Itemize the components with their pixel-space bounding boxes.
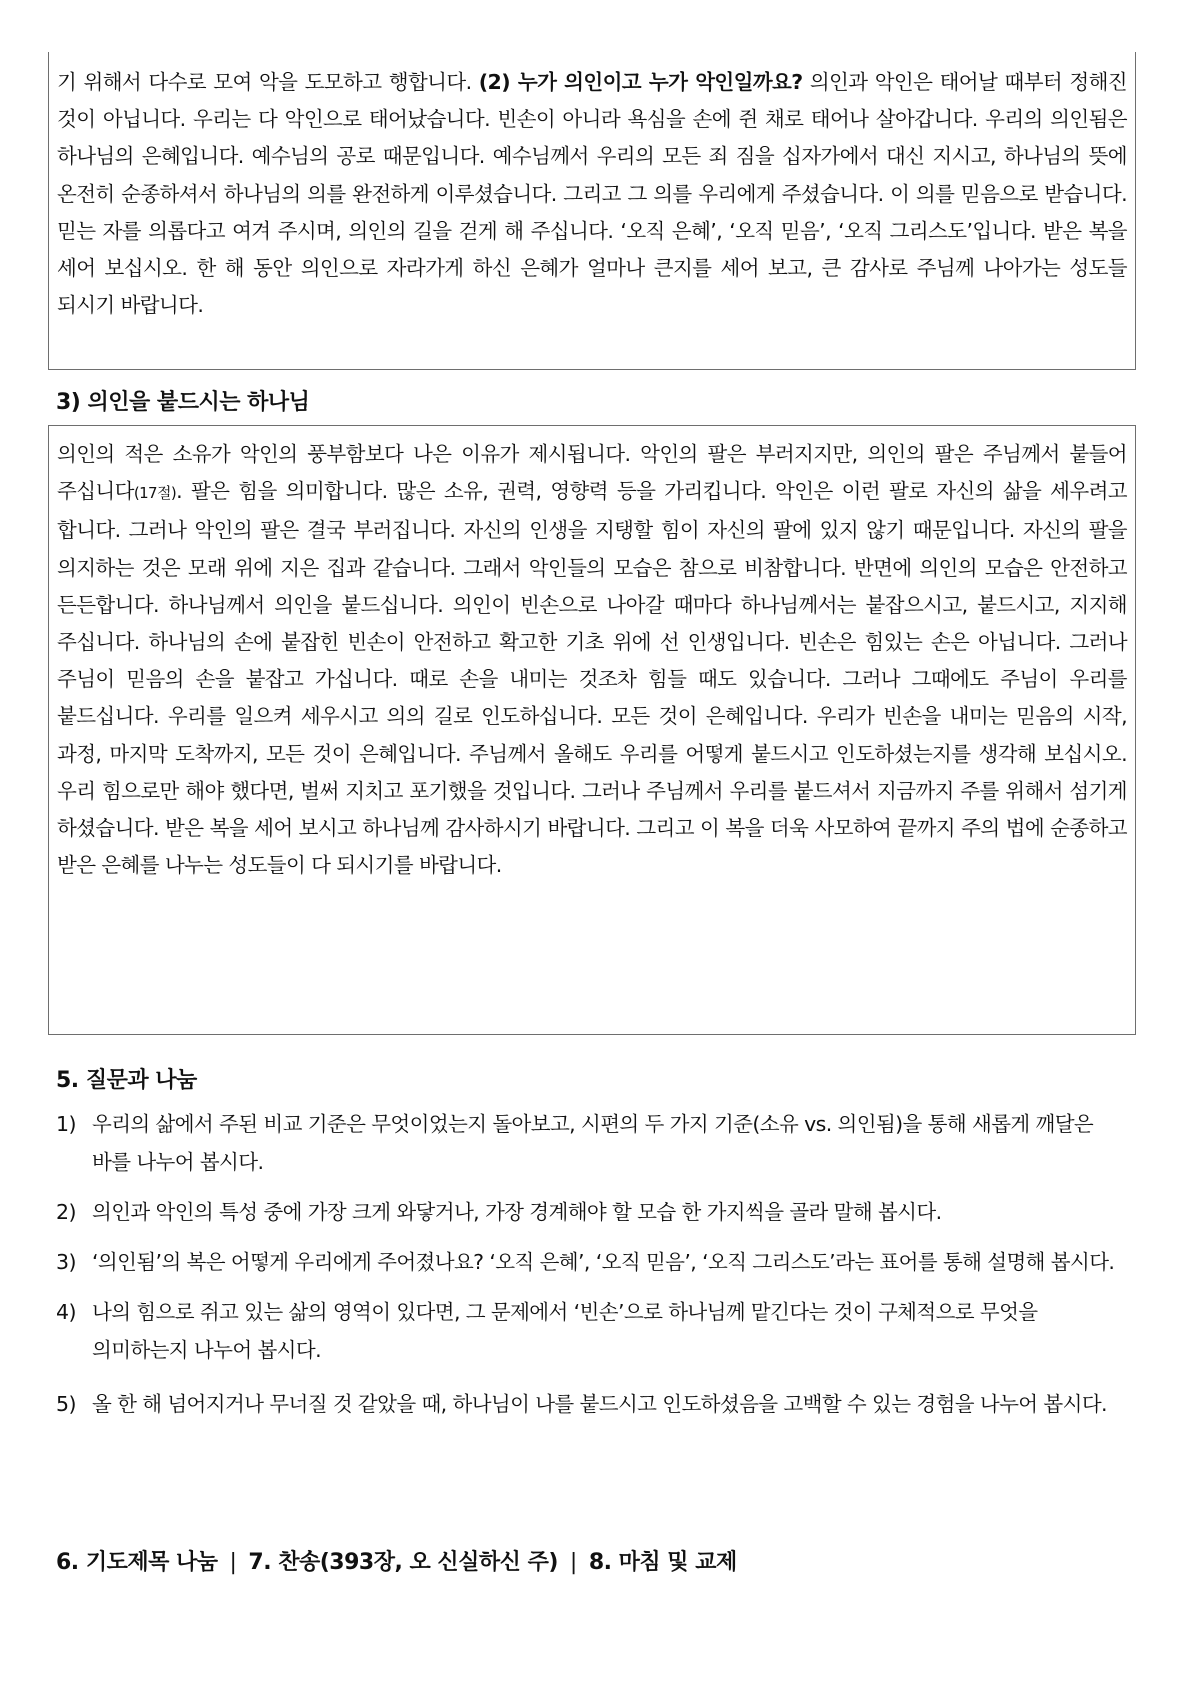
continued-text-box [48,52,1136,370]
separator: | [229,1550,237,1575]
section-3-paragraph: 의인의 적은 소유가 악인의 풍부함보다 나은 이유가 제시됩니다. 악인의 팔은 부러지지만, 의인의 팔은 주님께서 붙들어 주십니다(17절). 팔은 힘을 의미합니다. 많은 소유, 권력, 영향력 등을 가리킵니다. 악인은 이런 팔로 자신의 삶을 세우려고 합니다. 그러나 악인의 팔은 결국 부러집니다. 자신의 인생을 지탱할 힘이 자신의 팔에 있지 않기 때문입니다. 자신의 팔을 의지하는 것은 모래 위에 지은 집과 같습니다. 그래서 악인들의 모습은 참으로 비참합니다. 반면에 의인의 모습은 안전하고 든든합니다. 하나님께서 의인을 붙드십니다. 의인이 빈손으로 나아갈 때마다 하나님께서는 붙잡으시고, 붙드시고, 지지해 주십니다. 하나님의 손에 붙잡힌 빈손이 안전하고 확고한 기초 위에 선 인생입니다. 빈손은 힘있는 손은 아닙니다. 그러나 주님이 믿음의 손을 붙잡고 가십니다. 때로 손을 내미는 것조차 힘들 때도 있습니다. 그러나 그때에도 주님이 우리를 붙드십니다. 우리를 일으켜 세우시고 의의 길로 인도하십니다. 모든 것이 은혜입니다. 우리가 빈손을 내미는 믿음의 시작, 과정, 마지막 도착까지, 모든 것이 은혜입니다. 주님께서 올해도 우리를 어떻게 붙드시고 인도하셨는지를 생각해 보십시오. 우리 힘으로만 해야 했다면, 벌써 지치고 포기했을 것입니다. 그러나 주님께서 우리를 붙드셔서 지금까지 주를 위해서 섬기게 하셨습니다. 받은 복을 세어 보시고 하나님께 감사하시기 바랍니다. 그리고 이 복을 더욱 사모하여 끝까지 주의 법에 순종하고 받은 은혜를 나누는 성도들이 다 되시기를 바랍니다. [57,442,1127,878]
section-5-heading: 5. 질문과 나눔 [56,1068,197,1093]
section-3-text-box [48,425,1136,1035]
continued-paragraph: 기 위해서 다수로 모여 악을 도모하고 행합니다. (2) 누가 의인이고 누가 악인일까요? 의인과 악인은 태어날 때부터 정해진 것이 아닙니다. 우리는 다 악인으로 태어났습니다. 빈손이 아니라 욕심을 손에 쥔 채로 태어나 살아갑니다. 우리의 의인됨은 하나님의 은혜입니다. 예수님의 공로 때문입니다. 예수님께서 우리의 모든 죄 짐을 십자가에서 대신 지시고, 하나님의 뜻에 온전히 순종하셔서 하나님의 의를 완전하게 이루셨습니다. 그리고 그 의를 우리에게 주셨습니다. 이 의를 믿음으로 받습니다. 믿는 자를 의롭다고 여겨 주시며, 의인의 길을 걷게 해 주십니다. ‘오직 은혜’, ‘오직 믿음’, ‘오직 그리스도’입니다. 받은 복을 세어 보십시오. 한 해 동안 의인으로 자라가게 하신 은혜가 얼마나 큰지를 세어 보고, 큰 감사로 주님께 나아가는 성도들 되시기 바랍니다. [57,70,1127,318]
agenda-item-prayer: 6. 기도제목 나눔 [56,1550,218,1575]
agenda-item-hymn: 7. 찬송(393장, 오 신실하신 주) [248,1550,558,1575]
question-list [56,1105,1136,1435]
closing-agenda [56,1545,737,1576]
question-item: 4) 나의 힘으로 쥐고 있는 삶의 영역이 있다면, 그 문제에서 ‘빈손’으로 하나님께 맡긴다는 것이 구체적으로 무엇을 의미하는지 나누어 봅시다. [56,1300,1038,1362]
subheading-inline: (2) 누가 의인이고 누가 악인일까요? [478,70,803,94]
agenda-item-closing: 8. 마침 및 교제 [588,1550,737,1575]
separator: | [569,1550,577,1575]
verse-reference: (17절) [133,484,177,503]
question-item: 3) ‘의인됨’의 복은 어떻게 우리에게 주어졌나요? ‘오직 은혜’, ‘오직 믿음’, ‘오직 그리스도’라는 표어를 통해 설명해 봅시다. [56,1250,1115,1274]
question-item: 5) 올 한 해 넘어지거나 무너질 것 같았을 때, 하나님이 나를 붙드시고 인도하셨음을 고백할 수 있는 경험을 나누어 봅시다. [56,1392,1107,1416]
question-item: 2) 의인과 악인의 특성 중에 가장 크게 와닿거나, 가장 경계해야 할 모습 한 가지씩을 골라 말해 봅시다. [56,1200,942,1224]
question-item: 1) 우리의 삶에서 주된 비교 기준은 무엇이었는지 돌아보고, 시편의 두 가지 기준(소유 vs. 의인됨)을 통해 새롭게 깨달은 바를 나누어 봅시다. [56,1112,1094,1174]
section-3-heading: 3) 의인을 붙드시는 하나님 [56,390,310,415]
